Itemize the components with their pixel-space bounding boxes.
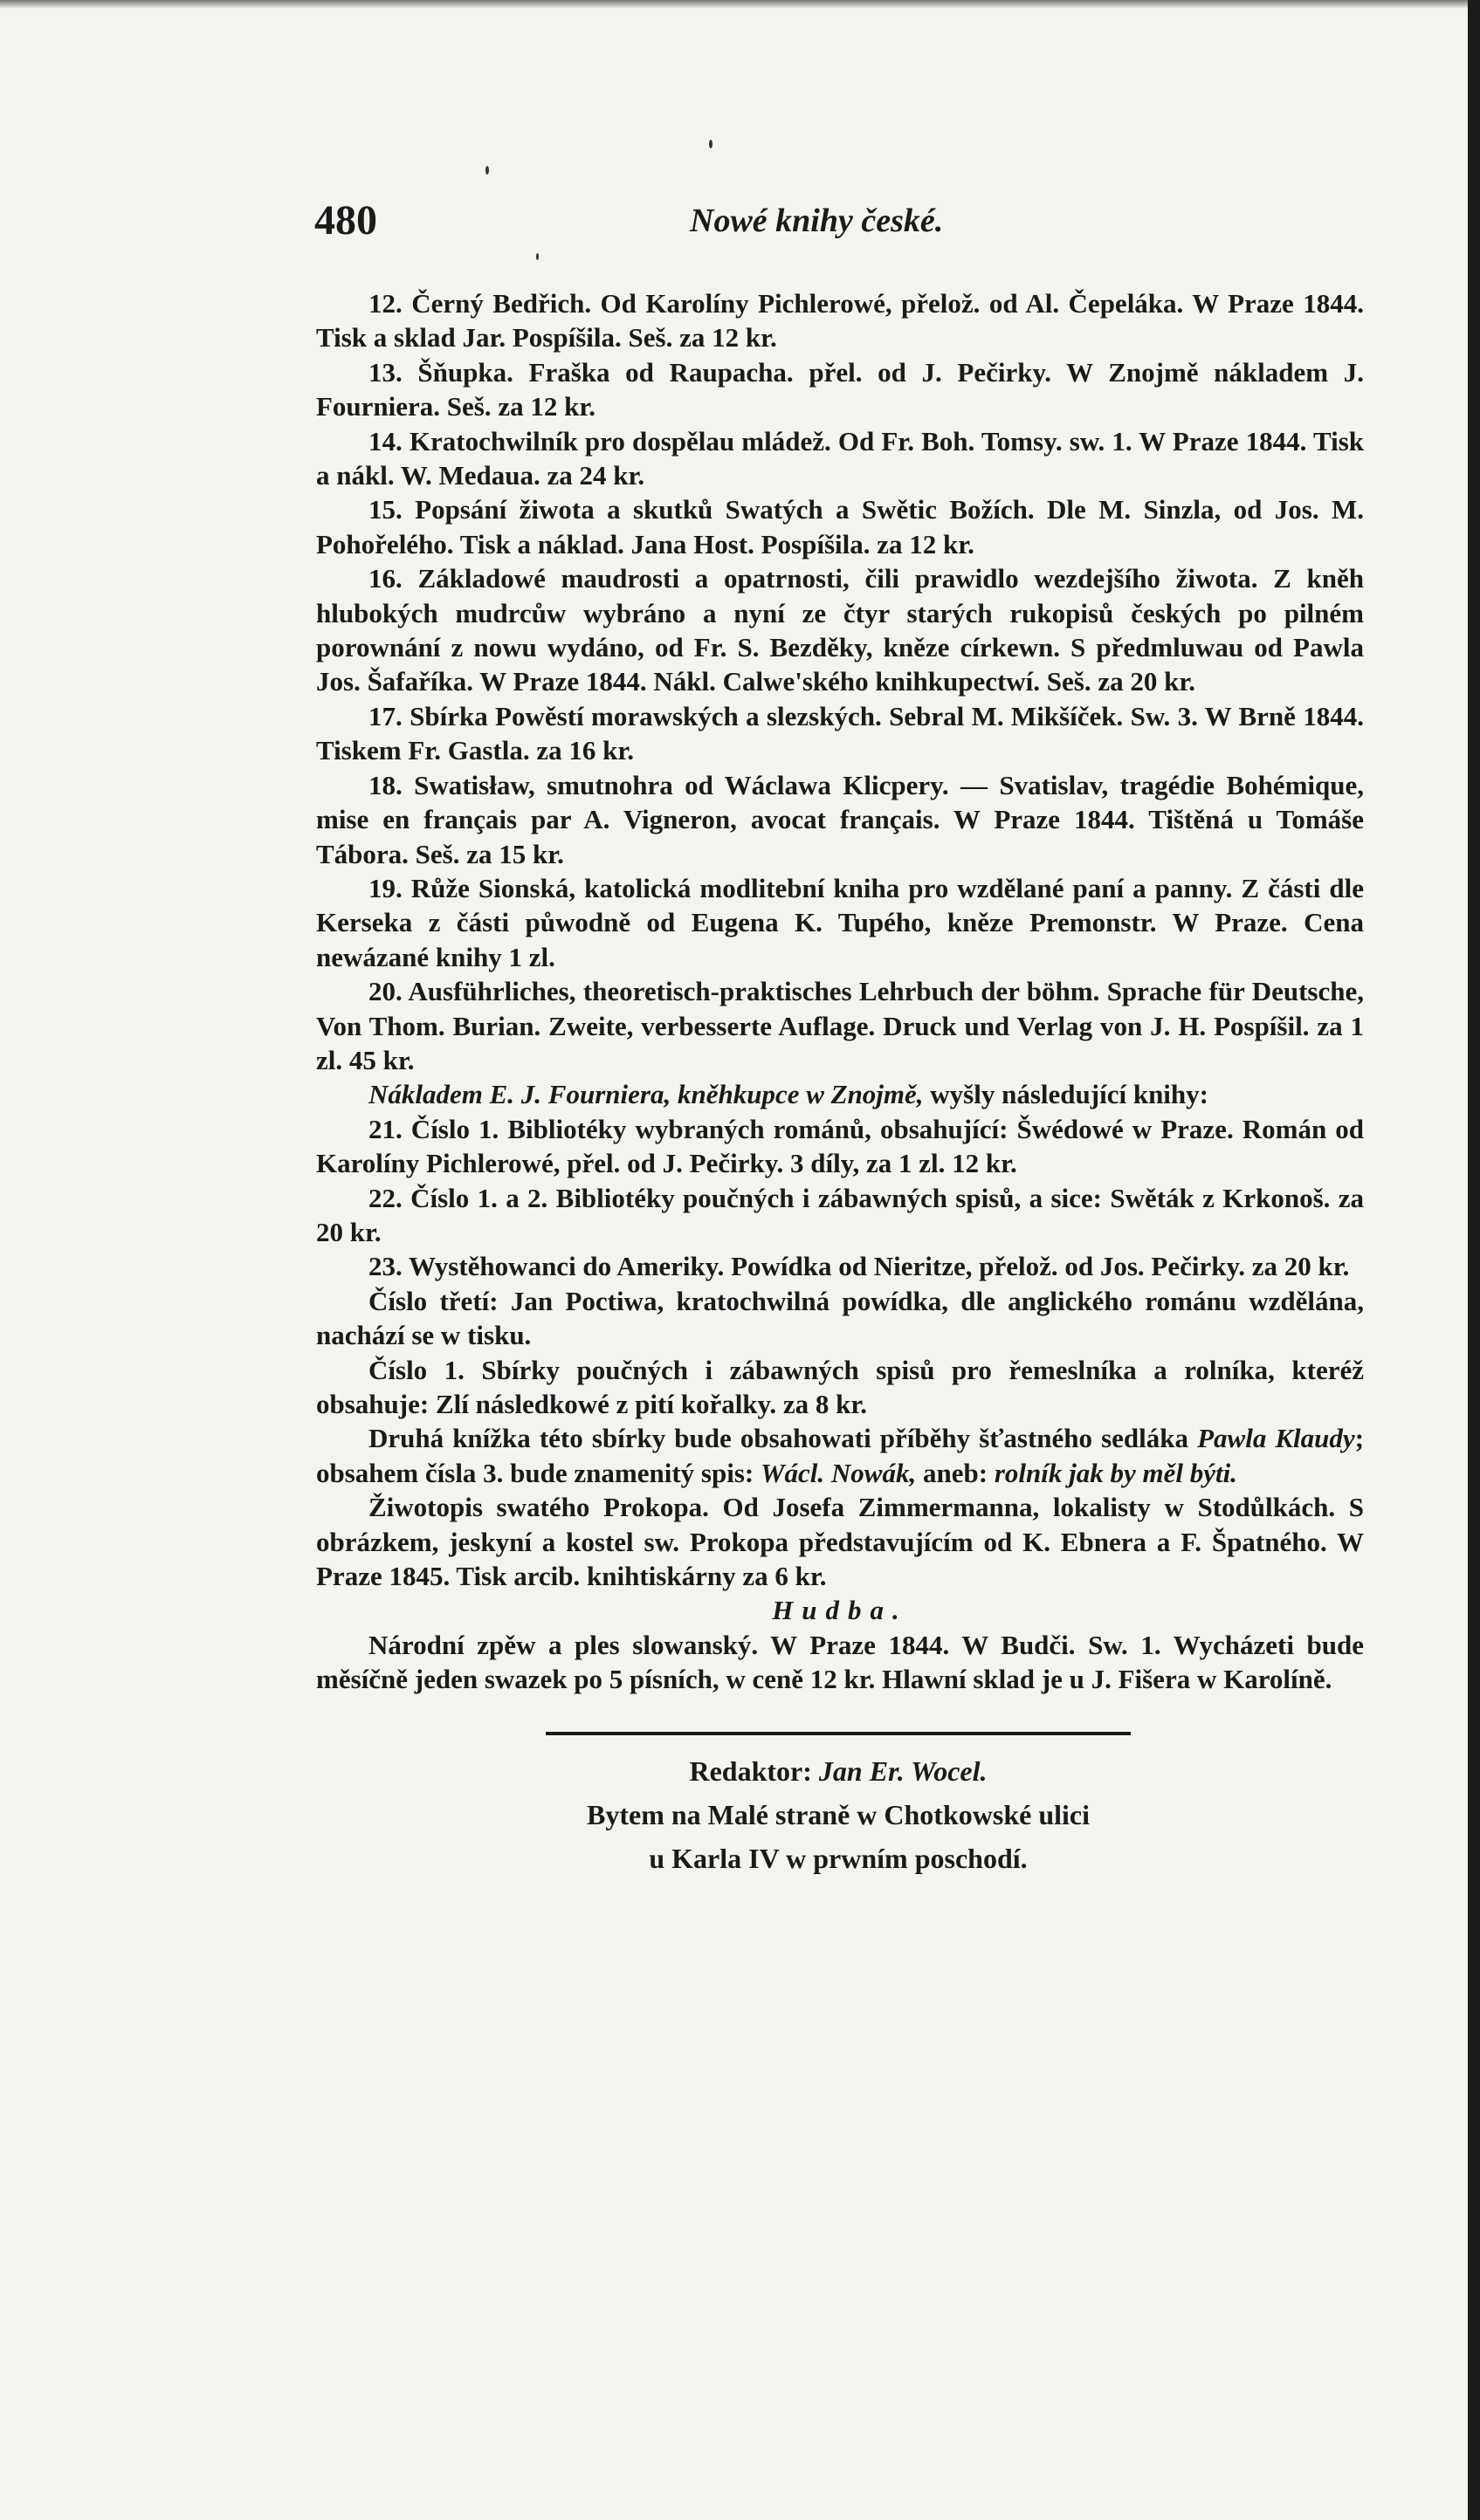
text-run: ; obsahem čísla 3. bude znamenitý spis: [316, 1423, 1365, 1488]
editor-line [489, 1749, 1187, 1793]
list-item: Číslo třetí: Jan Poctiwa, kratochwilná powídka, dle anglického románu wzdělána, nachází se w tisku. [316, 1285, 1364, 1351]
list-item: 13. Šňupka. Fraška od Raupacha. přel. od J. Pečirky. W Znojmě nákladem J. Fourniera. Seš. za 12 kr. [316, 356, 1364, 422]
colophon [489, 1749, 1187, 1880]
page-header [314, 196, 1153, 257]
running-title: Nowé knihy české. [690, 203, 944, 239]
page-top-shadow [0, 0, 1480, 9]
list-item: Číslo 1. Sbírky poučných i zábawných spisů pro řemeslníka a rolníka, kteréž obsahuje: Zlí následkowé z pití kořalky. za 8 kr. [316, 1354, 1364, 1419]
publisher-intro-rest: wyšly následující knihy: [923, 1079, 1208, 1110]
list-item: 21. Číslo 1. Bibliotéky wybraných románů, obsahující: Šwédowé w Praze. Román od Karolíny Pichlerowé, přel. od J. Pečirky. 3 díly, za 1 zl. 12 kr. [316, 1113, 1364, 1179]
list-item: 19. Růže Sionská, katolická modlitební kniha pro wzdělané paní a panny. Z části dle Kerseka z části půwodně od Eugena K. Tupého, kněze Premonstr. W Praze. Cena newázané knihy 1 zl. [316, 872, 1364, 972]
divider-rule [546, 1732, 1131, 1735]
editor-label: Redaktor: [689, 1755, 812, 1787]
text-run: aneb: [916, 1457, 995, 1488]
list-item: Žiwotopis swatého Prokopa. Od Josefa Zimmermanna, lokalisty w Stodůlkách. S obrázkem, jeskyní a kostel sw. Prokopa představujícím od K. Ebnera a F. Špatného. W Praze 1845. Tisk arcib. knihtiskárny za 6 kr. [316, 1492, 1364, 1592]
list-item: 12. Černý Bedřich. Od Karolíny Pichlerowé, přelož. od Al. Čepeláka. W Praze 1844. Tisk a sklad Jar. Pospíšila. Seš. za 12 kr. [316, 288, 1364, 354]
list-item: 18. Swatisław, smutnohra od Wáclawa Klicpery. — Svatislav, tragédie Bohémique, mise en français par A. Vigneron, avocat français. W Praze 1844. Tištěná u Tomáše Tábora. Seš. za 15 kr. [316, 769, 1364, 869]
page-number: 480 [314, 197, 377, 244]
list-item: 16. Základowé maudrosti a opatrnosti, čili prawidlo wezdejšího žiwota. Z kněh hlubokých mudrcůw wybráno a nyní ze čtyr starých rukopisů českých po pilném porownání z nowu wydáno, od Fr. S. Bezděky, kněze církewn. S předmluwau od Pawla Jos. Šafaříka. W Praze 1844. Nákl. Calwe'ského knihkupectwí. Seš. za 20 kr. [316, 563, 1364, 697]
section-heading-music: Hudba. [772, 1595, 908, 1626]
list-item: 15. Popsání žiwota a skutků Swatých a Swětic Božích. Dle M. Sinzla, od Jos. M. Pohořelého. Tisk a náklad. Jana Host. Pospíšila. za 12 kr. [316, 494, 1364, 560]
ink-speck [709, 140, 712, 148]
address-line: u Karla IV w prwním poschodí. [649, 1843, 1028, 1874]
list-item: 14. Kratochwilník pro dospělau mládež. Od Fr. Boh. Tomsy. sw. 1. W Praze 1844. Tisk a nákl. W. Medaua. za 24 kr. [316, 425, 1364, 491]
list-item [316, 1421, 1364, 1490]
list-item: 17. Sbírka Powěstí morawských a slezských. Sebral M. Mikšíček. Sw. 3. W Brně 1844. Tiskem Fr. Gastla. za 16 kr. [316, 700, 1364, 766]
editor-name: Jan Er. Wocel. [818, 1755, 988, 1787]
address-line: Bytem na Malé straně w Chotkowské ulici [587, 1799, 1090, 1830]
list-item: 23. Wystěhowanci do Ameriky. Powídka od Nieritze, přelož. od Jos. Pečirky. za 20 kr. [368, 1251, 1350, 1282]
italic-name: Wácl. Nowák, [760, 1457, 917, 1488]
page-body [316, 286, 1364, 1697]
list-item: 20. Ausführliches, theoretisch-praktisches Lehrbuch der böhm. Sprache für Deutsche, Von Thom. Burian. Zweite, verbesserte Auflage. Druck und Verlag von J. H. Pospíšil. za 1 zl. 45 kr. [316, 976, 1364, 1075]
publisher-intro [316, 1077, 1364, 1111]
ink-speck [485, 166, 489, 175]
list-item: Národní zpěw a ples slowanský. W Praze 1844. W Budči. Sw. 1. Wycházeti bude měsíčně jeden swazek po 5 písních, w ceně 12 kr. Hlawní sklad je u J. Fišera w Karolíně. [316, 1629, 1364, 1695]
italic-name: Pawla Klaudy [1197, 1423, 1355, 1454]
scan-border [1468, 0, 1480, 2520]
publisher-name: Nákladem E. J. Fourniera, kněhkupce w Znojmě, [368, 1079, 924, 1110]
text-run: Druhá knížka této sbírky bude obsahowati příběhy šťastného sedláka [368, 1423, 1198, 1454]
list-item: 22. Číslo 1. a 2. Bibliotéky poučných i zábawných spisů, a sice: Swěták z Krkonoš. za 20 kr. [316, 1182, 1364, 1247]
italic-title: rolník jak by měl býti. [994, 1457, 1237, 1488]
